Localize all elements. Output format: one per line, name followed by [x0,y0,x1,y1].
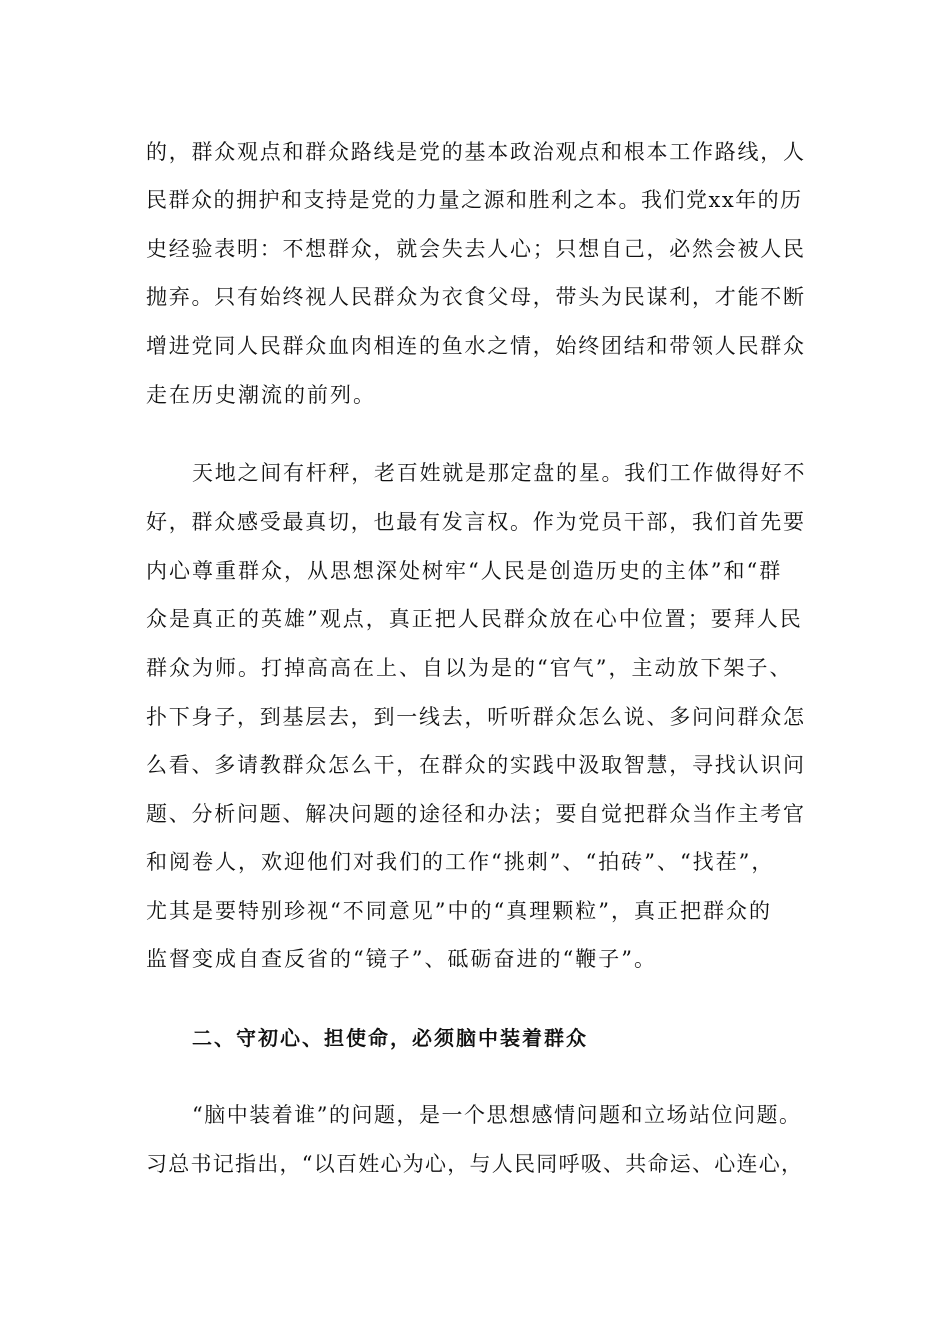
paragraph-2-line: 内心尊重群众，从思想深处树牢“人民是创造历史的主体”和“群 [146,559,783,583]
paragraph-2-line: 尤其是要特别珍视“不同意见”中的“真理颗粒”，真正把群众的 [146,899,772,923]
paragraph-1-line: 抛弃。只有始终视人民群众为衣食父母，带头为民谋利，才能不断 [146,285,806,309]
paragraph-2-line: 和阅卷人，欢迎他们对我们的工作“挑刺”、“拍砖”、“找茬”， [146,850,775,874]
paragraph-2-line: 监督变成自查反省的“镜子”、砥砺奋进的“鞭子”。 [146,947,657,971]
paragraph-3-line: 习总书记指出，“以百姓心为心，与人民同呼吸、共命运、心连心， [146,1152,804,1176]
section-heading: 二、守初心、担使命，必须脑中装着群众 [192,1026,588,1050]
paragraph-2-line: 群众为师。打掉高高在上、自以为是的“官气”，主动放下架子、 [146,656,793,680]
paragraph-1-line: 的，群众观点和群众路线是党的基本政治观点和根本工作路线，人 [146,140,806,164]
paragraph-1-line: 增进党同人民群众血肉相连的鱼水之情，始终团结和带领人民群众 [146,334,806,358]
paragraph-2-line: 么看、多请教群众怎么干，在群众的实践中汲取智慧，寻找认识问 [146,753,806,777]
paragraph-3-line: “脑中装着谁”的问题，是一个思想感情问题和立场站位问题。 [192,1103,802,1127]
paragraph-2-line: 天地之间有杆秤，老百姓就是那定盘的星。我们工作做得好不 [192,461,807,485]
paragraph-2-line: 好，群众感受最真切，也最有发言权。作为党员干部，我们首先要 [146,510,806,534]
paragraph-1-line: 史经验表明：不想群众，就会失去人心；只想自己，必然会被人民 [146,237,806,261]
paragraph-2-line: 众是真正的英雄”观点，真正把人民群众放在心中位置；要拜人民 [146,607,803,631]
paragraph-2-line: 题、分析问题、解决问题的途径和办法；要自觉把群众当作主考官 [146,802,806,826]
paragraph-1-line: 民群众的拥护和支持是党的力量之源和胜利之本。我们党xx年的历 [146,188,803,212]
paragraph-2-line: 扑下身子，到基层去，到一线去，听听群众怎么说、多问问群众怎 [146,705,806,729]
paragraph-1-line: 走在历史潮流的前列。 [146,383,376,407]
